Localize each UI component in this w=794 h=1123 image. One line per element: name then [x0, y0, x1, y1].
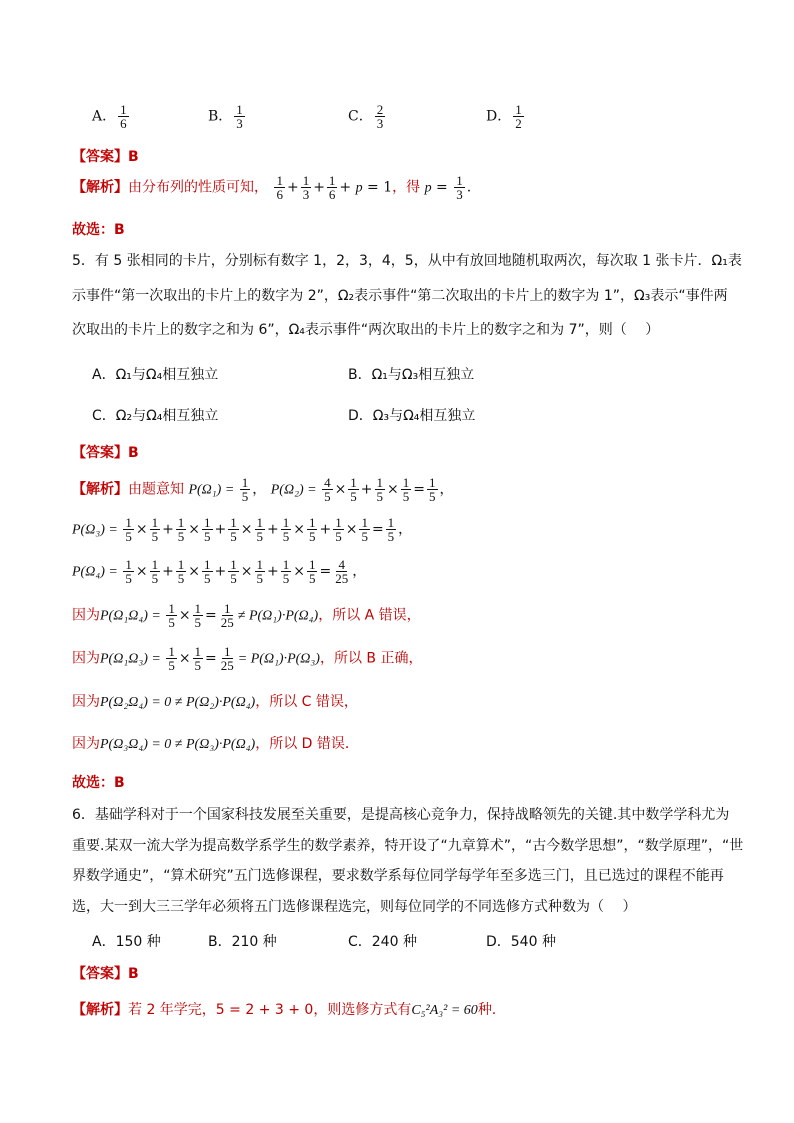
fraction: $\frac{4}{25}$ [335, 557, 349, 586]
fraction: $\frac{1}{5}$ [151, 515, 159, 544]
analysis-math: C₅²A₃² = 60 [411, 1003, 478, 1018]
fraction: $\frac{1}{5}$ [256, 515, 263, 544]
q5-stem-line-3: 次取出的卡片上的数字之和为 6”，Ω₄表示事件“两次取出的卡片上的数字之和为 7”，则（ ） [72, 322, 660, 339]
q6-option-b: B．210 种 [208, 934, 277, 950]
q6-analysis [72, 999, 496, 1019]
q6-stem-line-3: 界数学通史”，“算术研究”五门选修课程，要求数学系每位同学每学年至多选三门，且已选过的课程不能再 [72, 868, 724, 885]
q5-analysis-line-1: 【解析】由题意知 P(Ω₁) = $\frac{1}{5}$ ， P(Ω₂) = $\frac{4}{5}$ × $\frac{1}{5}$ + $\frac{1}{5}$ × $\frac{1}{5}$ = $\frac{1}{5}$ ， [72, 475, 454, 504]
fraction: $\frac{1}{5}$ [308, 515, 316, 544]
fraction: $\frac{1}{5}$ [429, 475, 436, 504]
option-label: C． [348, 108, 373, 125]
fraction: $\frac{1}{5}$ [168, 601, 175, 630]
fraction: $\frac{1}{5}$ [335, 515, 342, 544]
analysis-end: 种. [477, 1002, 497, 1018]
q6-option-a: A．150 种 [92, 934, 161, 950]
expr: P(Ω₁Ω₃) = [100, 651, 165, 667]
prob-omega1: P(Ω₁) = [188, 482, 238, 498]
analysis-text: 若 2 年学完，5 = 2 + 3 + 0，则选修方式有 [128, 1002, 412, 1018]
fraction: $\frac{1}{6}$ [328, 173, 336, 202]
fraction: $\frac{1}{3}$ [236, 102, 243, 131]
fraction: $\frac{1}{25}$ [220, 601, 234, 630]
fraction: $\frac{1}{5}$ [168, 644, 175, 673]
fraction: $\frac{1}{5}$ [194, 601, 202, 630]
fraction: $\frac{1}{5}$ [376, 475, 384, 504]
analysis-intro: 由题意知 [128, 481, 184, 498]
fraction: $\frac{1}{5}$ [241, 475, 249, 504]
expr: P(Ω₁Ω₄) = [100, 608, 165, 624]
fraction: $\frac{1}{5}$ [177, 557, 185, 586]
option-label: A． [92, 108, 117, 125]
fraction: $\frac{4}{5}$ [324, 475, 331, 504]
q4-option-b [208, 103, 247, 130]
q5-analysis-line-2: P(Ω₃) = $\frac{1}{5}$ × $\frac{1}{5}$ + $\frac{1}{5}$ × $\frac{1}{5}$ + $\frac{1}{5}$ × $\frac{1}{5}$ + $\frac{1}{5}$ × $\frac{1}{5}$ + $\frac{1}{5}$ × $\frac{1}{5}$ = $\frac{1}{5}$ ， [72, 515, 413, 544]
fraction: $\frac{1}{5}$ [256, 557, 263, 586]
because: 因为 [72, 650, 100, 667]
answer-value: B [128, 445, 139, 461]
q4-option-c [348, 103, 387, 130]
q5-stem-line-1: 5．有 5 张相同的卡片，分别标有数字 1，2，3，4，5，从中有放回地随机取两次，每次取 1 张卡片．Ω₁表 [72, 253, 742, 269]
q4-option-a [92, 103, 131, 130]
prob-omega4: P(Ω₄) = [72, 564, 122, 580]
q5-analysis-line-3: P(Ω₄) = $\frac{1}{5}$ × $\frac{1}{5}$ + $\frac{1}{5}$ × $\frac{1}{5}$ + $\frac{1}{5}$ × $\frac{1}{5}$ + $\frac{1}{5}$ × $\frac{1}{5}$ = $\frac{4}{25}$ ， [72, 557, 367, 586]
q6-stem-line-4: 选，大一到大三三学年必须将五门选修课程选完，则每位同学的不同选修方式种数为（ ） [72, 898, 637, 915]
answer-value: B [128, 149, 139, 165]
fraction: $\frac{1}{5}$ [194, 644, 202, 673]
because: 因为 [72, 607, 100, 624]
fraction: $\frac{1}{3}$ [302, 173, 310, 202]
fraction: $\frac{1}{5}$ [387, 515, 395, 544]
fraction: $\frac{1}{5}$ [350, 475, 357, 504]
conclusion-text: ，所以 A 错误， [318, 607, 421, 624]
fraction: $\frac{1}{5}$ [151, 557, 159, 586]
fraction: $\frac{1}{5}$ [204, 515, 211, 544]
fraction: $\frac{1}{5}$ [177, 515, 185, 544]
q5-because-line-2: 因为P(Ω₁Ω₃) = $\frac{1}{5}$ × $\frac{1}{5}$ = $\frac{1}{25}$ = P(Ω₁)·P(Ω₃)，所以 B 正确， [72, 644, 423, 673]
analysis-mid: ，得 [392, 179, 421, 196]
prob-omega2: P(Ω₂) = [270, 482, 321, 498]
fraction: $\frac{1}{5}$ [361, 515, 368, 544]
q5-stem-line-2: 示事件“第一次取出的卡片上的数字为 2”，Ω₂表示事件“第二次取出的卡片上的数字为 1”，Ω₃表示“事件两 [72, 287, 728, 304]
fraction: $\frac{1}{5}$ [125, 557, 132, 586]
q4-answer [72, 146, 139, 166]
q6-answer [72, 963, 139, 983]
q5-because-line-3 [72, 691, 358, 711]
conclusion-text: ，所以 C 错误， [255, 694, 358, 710]
expr-rhs: = P(Ω₁)·P(Ω₃) [237, 651, 320, 667]
q6-stem-line-1: 6．基础学科对于一个国家科技发展至关重要，是提高核心竞争力，保持战略领先的关键.其中数学学科尤为 [72, 807, 730, 823]
conclusion-text: ，所以 B 正确， [319, 650, 423, 667]
analysis-tag: 【解析】 [72, 481, 128, 498]
answer-tag: 【答案】 [72, 149, 128, 165]
analysis-tag: 【解析】 [72, 179, 128, 196]
fraction: $\frac{1}{5}$ [282, 515, 290, 544]
q6-option-d: D．540 种 [486, 934, 556, 950]
answer-tag: 【答案】 [72, 445, 128, 461]
fraction: $\frac{1}{5}$ [282, 557, 290, 586]
expr-rhs: ≠ P(Ω₁)·P(Ω₄) [237, 608, 319, 624]
fraction: $\frac{1}{5}$ [125, 515, 132, 544]
option-label: B． [208, 108, 233, 125]
answer-tag: 【答案】 [72, 966, 128, 982]
q6-stem-line-2: 重要.某双一流大学为提高数学系学生的数学素养，特开设了“九章算术”，“古今数学思想”，“数学原理”，“世 [72, 837, 744, 854]
fraction: $\frac{1}{2}$ [515, 102, 522, 131]
fraction: $\frac{1}{5}$ [402, 475, 410, 504]
answer-value: B [128, 966, 139, 982]
because: 因为 [72, 736, 100, 752]
fraction: $\frac{1}{5}$ [308, 557, 316, 586]
analysis-tag: 【解析】 [72, 1002, 128, 1018]
conclusion-text: ，所以 D 错误． [255, 736, 359, 752]
q4-option-d [486, 103, 526, 130]
q5-because-line-4 [72, 733, 359, 753]
q5-conclusion: 故选：B [72, 775, 125, 791]
option-label: D． [486, 108, 512, 125]
fraction: $\frac{1}{5}$ [204, 557, 211, 586]
q5-option-b: B．Ω₁与Ω₃相互独立 [348, 367, 475, 383]
q6-option-c: C．240 种 [348, 934, 417, 950]
fraction: $\frac{1}{5}$ [230, 557, 237, 586]
fraction: $\frac{1}{6}$ [276, 173, 283, 202]
because: 因为 [72, 694, 100, 710]
q5-option-a: A．Ω₁与Ω₄相互独立 [92, 367, 219, 383]
analysis-text: 由分布列的性质可知， [128, 179, 268, 196]
q5-option-d: D．Ω₃与Ω₄相互独立 [348, 408, 476, 424]
expr: P(Ω₂Ω₄) = 0 ≠ P(Ω₂)·P(Ω₄) [100, 695, 256, 710]
fraction: $\frac{1}{5}$ [230, 515, 237, 544]
q4-conclusion: 故选：B [72, 222, 125, 238]
fraction: $\frac{1}{3}$ [456, 173, 463, 202]
q5-stem [72, 248, 742, 344]
q5-answer [72, 442, 139, 462]
q5-option-c: C．Ω₂与Ω₄相互独立 [92, 408, 219, 424]
q6-stem [72, 802, 743, 920]
q5-because-line-1: 因为P(Ω₁Ω₄) = $\frac{1}{5}$ × $\frac{1}{5}$ = $\frac{1}{25}$ ≠ P(Ω₁)·P(Ω₄)，所以 A 错误， [72, 601, 421, 630]
fraction: $\frac{2}{3}$ [376, 102, 384, 131]
fraction: $\frac{1}{25}$ [220, 644, 234, 673]
q4-analysis: 【解析】由分布列的性质可知， $\frac{1}{6}$ + $\frac{1}{3}$ + $\frac{1}{6}$ + p = 1，得 p = $\frac{1}{3}$ . [72, 173, 472, 202]
fraction: $\frac{1}{6}$ [120, 102, 127, 131]
prob-omega3: P(Ω₃) = [72, 522, 122, 538]
expr: P(Ω₃Ω₄) = 0 ≠ P(Ω₃)·P(Ω₄) [100, 737, 256, 752]
